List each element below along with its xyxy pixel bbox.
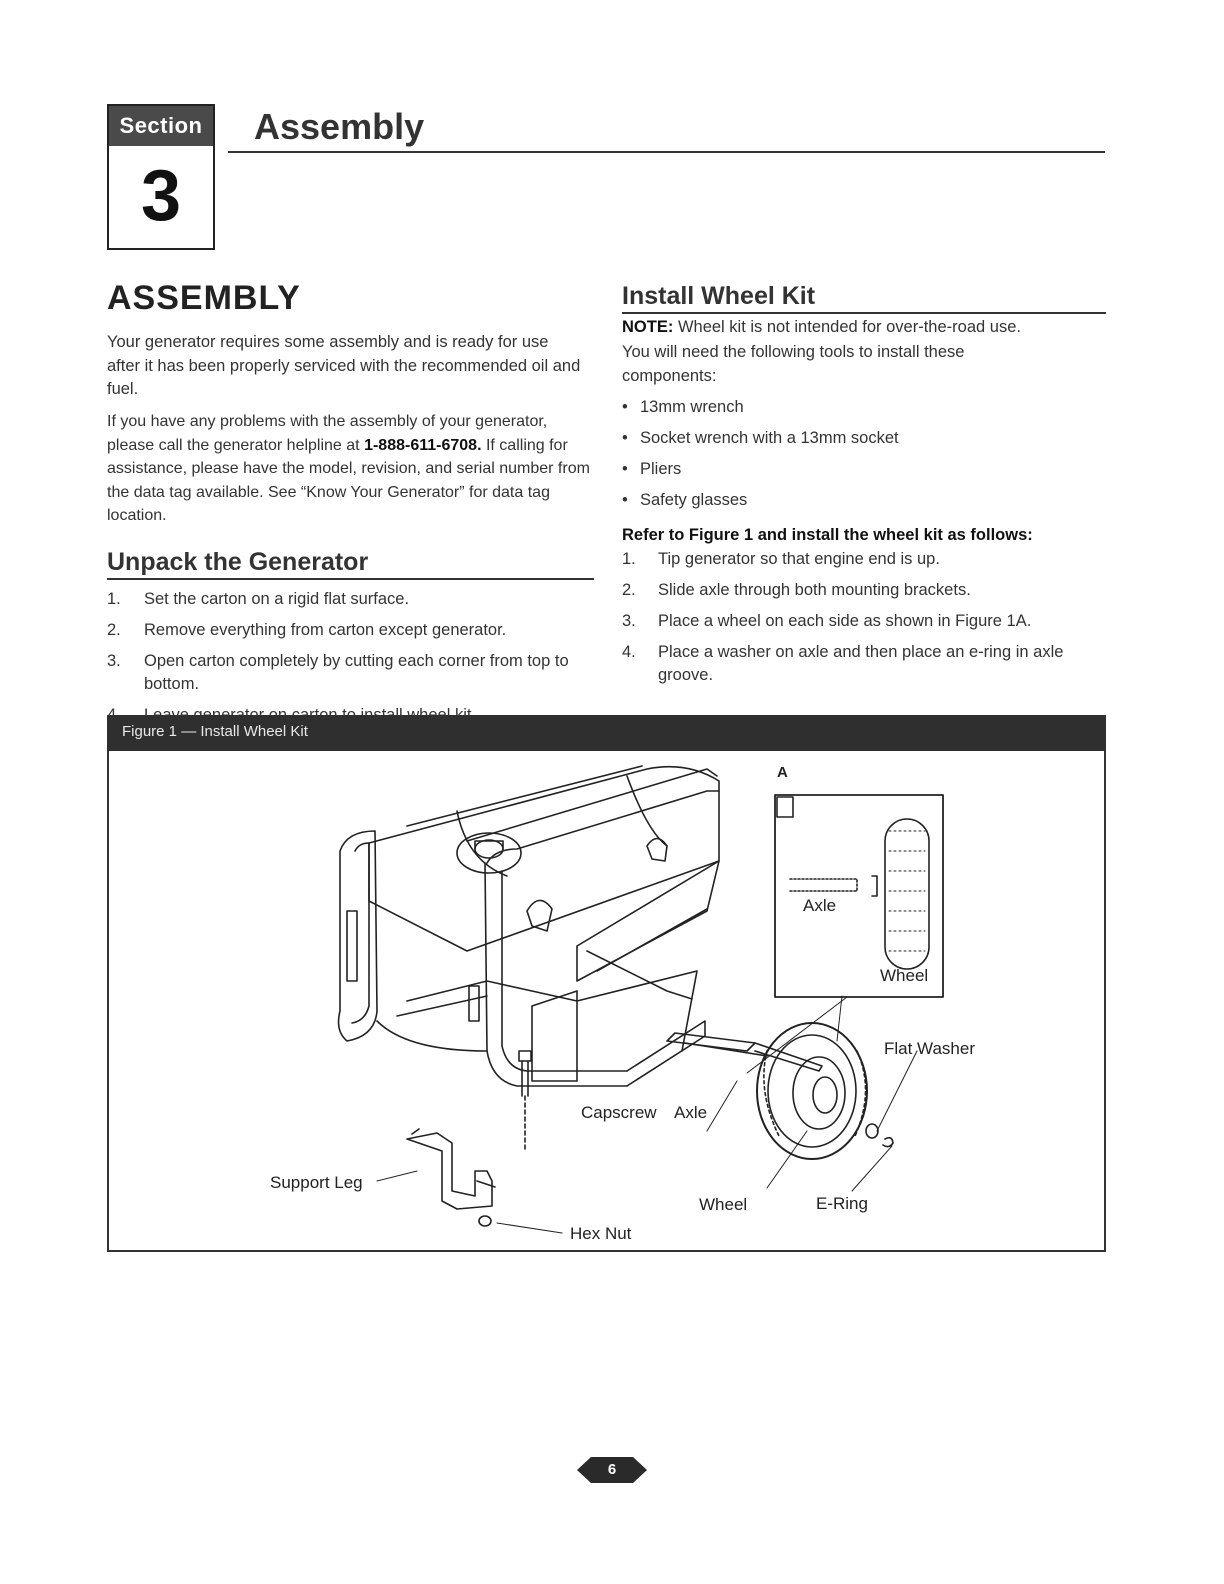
unpack-rule	[107, 578, 594, 580]
list-item: 1. Set the carton on a rigid flat surface.	[107, 590, 410, 608]
list-item: 3. Open carton completely by cutting each corner from top to bottom.	[107, 652, 569, 693]
label-axle: Axle	[674, 1103, 708, 1122]
hex-nut-part	[479, 1216, 491, 1226]
generator-frame	[339, 769, 719, 1086]
label-wheel: Wheel	[699, 1195, 748, 1214]
tools-list	[622, 396, 1092, 512]
tools-intro: You will need the following tools to install these components:	[622, 343, 965, 385]
list-item: • Socket wrench with a 13mm socket	[622, 429, 899, 447]
intro-paragraph: Your generator requires some assembly and is ready for use after it has been properly serviced with the recommended oil and fuel.	[107, 333, 581, 398]
fuel-tank	[369, 766, 719, 951]
list-item: • 13mm wrench	[622, 398, 744, 416]
list-item: 4. Place a washer on axle and then place an e-ring in axle groove.	[622, 643, 1064, 684]
label-wheel-inset: Wheel	[880, 966, 929, 985]
header-rule	[228, 151, 1105, 153]
capscrew-part	[519, 1051, 531, 1151]
unpack-steps	[107, 588, 587, 727]
axle-shaft	[667, 1033, 822, 1071]
list-item: 2. Slide axle through both mounting brackets.	[622, 581, 971, 599]
list-item: 3. Place a wheel on each side as shown in Figure 1A.	[622, 612, 1032, 630]
note-label: NOTE:	[622, 318, 674, 336]
list-item: • Safety glasses	[622, 491, 748, 509]
label-capscrew: Capscrew	[581, 1103, 657, 1122]
wheel-kit-illustration	[107, 751, 1106, 1250]
list-item: • Pliers	[622, 460, 682, 478]
page-number: 6	[607, 1461, 617, 1478]
install-steps	[622, 548, 1106, 687]
section-badge	[107, 104, 215, 250]
label-support-leg: Support Leg	[270, 1173, 363, 1192]
main-wheel	[757, 1023, 867, 1159]
figure-title: Figure 1 — Install Wheel Kit	[122, 723, 308, 740]
list-item: 1. Tip generator so that engine end is up.	[622, 550, 940, 568]
install-rule	[622, 312, 1106, 314]
refer-line: Refer to Figure 1 and install the wheel kit as follows:	[622, 526, 1033, 544]
label-axle-inset: Axle	[803, 896, 837, 915]
assembly-heading: ASSEMBLY	[107, 279, 301, 317]
section-number: 3	[140, 156, 182, 236]
install-heading: Install Wheel Kit	[622, 282, 816, 310]
help-suffix: If calling for assistance, please have the model, revision, and serial number from the data tag available. See “Know Your Generator” for data tag location.	[107, 436, 590, 524]
washer-ering	[866, 1124, 893, 1147]
help-prefix: If you have any problems with the assembly of your generator, please call the generator helpline at	[107, 413, 548, 454]
note-line	[622, 316, 1106, 340]
helpline-paragraph	[107, 410, 592, 528]
inset-tag: A	[777, 764, 788, 781]
list-item: 2. Remove everything from carton except generator.	[107, 621, 507, 639]
page-number-marker	[577, 1455, 647, 1485]
support-leg	[407, 1129, 495, 1209]
label-hex-nut: Hex Nut	[570, 1224, 632, 1243]
helpline-phone: 1-888-611-6708.	[364, 436, 482, 454]
label-flat-washer: Flat Washer	[884, 1039, 976, 1058]
label-e-ring: E-Ring	[816, 1194, 868, 1213]
section-label: Section	[109, 106, 213, 146]
page-title: Assembly	[254, 106, 425, 147]
unpack-heading: Unpack the Generator	[107, 548, 369, 576]
note-text: Wheel kit is not intended for over-the-road use.	[677, 318, 1021, 336]
